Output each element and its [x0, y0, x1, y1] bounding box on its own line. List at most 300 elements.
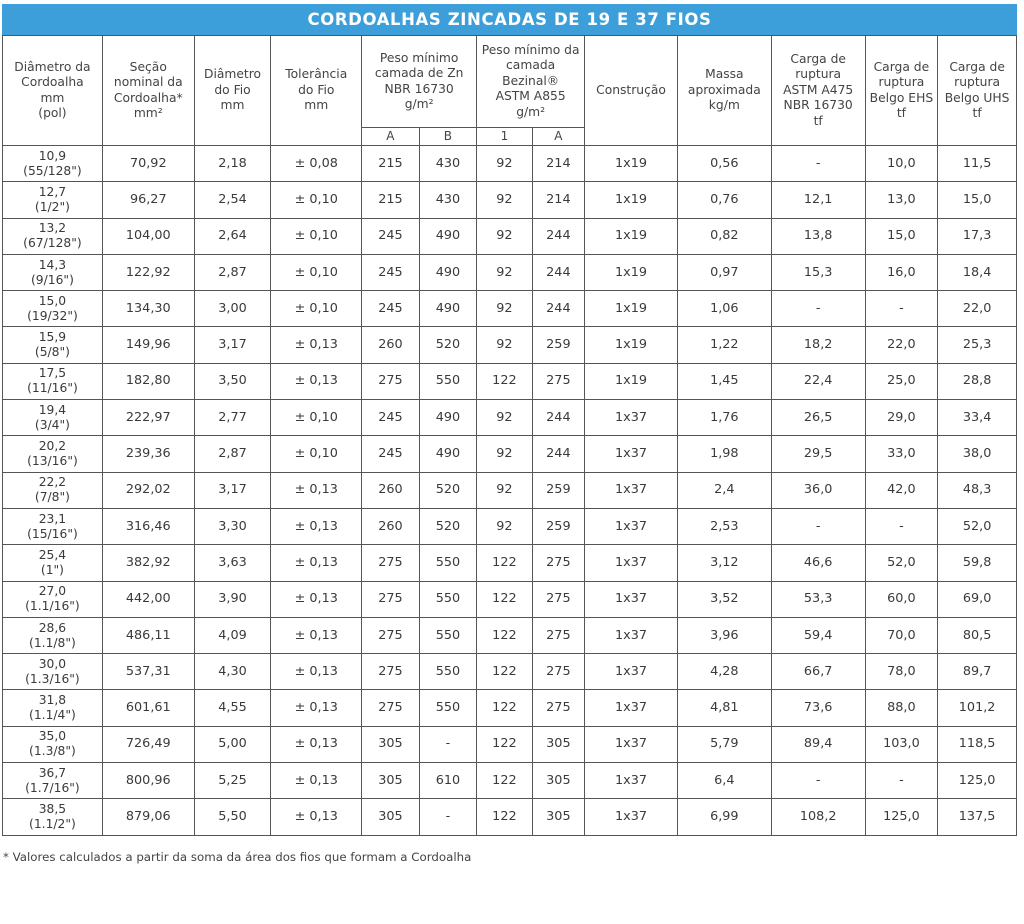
header-line: Carga de: [790, 52, 846, 67]
cell-tolerancia: ± 0,13: [271, 726, 362, 762]
diametro-mm: 36,7: [38, 765, 67, 780]
cell-diametro: [3, 726, 103, 762]
diametro-pol: (1.1/4"): [29, 708, 76, 723]
cell-bezinal-a: 275: [532, 690, 584, 726]
cell-zn-b: 550: [419, 690, 477, 726]
cell-diametro: [3, 146, 103, 182]
cell-zn-b: 550: [419, 545, 477, 581]
cell-bezinal-1: 122: [477, 799, 532, 835]
cell-bezinal-1: 92: [477, 508, 532, 544]
cell-massa: 0,76: [677, 182, 771, 218]
spec-table: [2, 35, 1017, 836]
cell-diametro: [3, 472, 103, 508]
diametro-mm: 28,6: [38, 620, 67, 635]
cell-diametro-fio: 3,50: [194, 363, 271, 399]
cell-zn-b: 550: [419, 654, 477, 690]
cell-carga-uhs: 11,5: [938, 146, 1017, 182]
header-carga-astm: [771, 36, 865, 146]
cell-diametro: [3, 690, 103, 726]
cell-massa: 1,98: [677, 436, 771, 472]
diametro-mm: 22,2: [38, 475, 67, 490]
diametro-pol: (1.3/8"): [29, 744, 76, 759]
cell-zn-b: 430: [419, 182, 477, 218]
cell-secao: 879,06: [102, 799, 194, 835]
header-peso-bezinal: [477, 36, 585, 128]
cell-carga-ehs: 88,0: [865, 690, 938, 726]
cell-zn-a: 245: [362, 254, 420, 290]
cell-bezinal-1: 122: [477, 363, 532, 399]
header-line: Seção: [129, 59, 167, 74]
cell-zn-a: 305: [362, 763, 420, 799]
cell-diametro-fio: 3,63: [194, 545, 271, 581]
cell-carga-uhs: 118,5: [938, 726, 1017, 762]
table-row: [3, 581, 1017, 617]
cell-zn-a: 260: [362, 472, 420, 508]
cell-diametro: [3, 363, 103, 399]
cell-carga-ehs: 60,0: [865, 581, 938, 617]
diametro-mm: 12,7: [38, 184, 67, 199]
cell-construcao: 1x19: [585, 182, 678, 218]
cell-zn-b: 610: [419, 763, 477, 799]
table-row: [3, 726, 1017, 762]
cell-diametro: [3, 654, 103, 690]
cell-diametro: [3, 617, 103, 653]
diametro-pol: (67/128"): [23, 236, 82, 251]
cell-carga-uhs: 17,3: [938, 218, 1017, 254]
table-row: [3, 363, 1017, 399]
diametro-pol: (3/4"): [34, 417, 70, 432]
header-line: g/m²: [516, 104, 546, 119]
cell-bezinal-1: 122: [477, 690, 532, 726]
cell-massa: 5,79: [677, 726, 771, 762]
header-line: g/m²: [404, 96, 434, 111]
cell-carga-ehs: 29,0: [865, 400, 938, 436]
header-line: Carga de: [873, 59, 930, 74]
header-line: tf: [813, 113, 823, 128]
diametro-pol: (13/16"): [27, 454, 78, 469]
header-line: Belgo EHS: [869, 90, 934, 105]
cell-secao: 442,00: [102, 581, 194, 617]
cell-carga-uhs: 28,8: [938, 363, 1017, 399]
diametro-mm: 38,5: [38, 801, 67, 816]
cell-carga-astm: -: [771, 146, 865, 182]
table-row: [3, 690, 1017, 726]
header-line: Cordoalha: [21, 75, 84, 90]
cell-carga-astm: -: [771, 291, 865, 327]
cell-zn-a: 215: [362, 146, 420, 182]
cell-massa: 2,53: [677, 508, 771, 544]
diametro-mm: 25,4: [38, 547, 67, 562]
cell-zn-a: 245: [362, 400, 420, 436]
cell-diametro: [3, 218, 103, 254]
cell-tolerancia: ± 0,10: [271, 400, 362, 436]
header-diametro: [3, 36, 103, 146]
cell-diametro-fio: 3,17: [194, 472, 271, 508]
cell-bezinal-1: 122: [477, 763, 532, 799]
diametro-mm: 14,3: [38, 257, 67, 272]
cell-construcao: 1x19: [585, 218, 678, 254]
cell-carga-ehs: 70,0: [865, 617, 938, 653]
cell-massa: 3,52: [677, 581, 771, 617]
cell-construcao: 1x19: [585, 146, 678, 182]
cell-secao: 726,49: [102, 726, 194, 762]
header-carga-ehs: [865, 36, 938, 146]
header-line: ASTM A475: [783, 82, 854, 97]
cell-bezinal-a: 305: [532, 799, 584, 835]
cell-bezinal-1: 92: [477, 254, 532, 290]
diametro-mm: 17,5: [38, 366, 67, 381]
diametro-mm: 10,9: [38, 148, 67, 163]
cell-secao: 104,00: [102, 218, 194, 254]
diametro-pol: (9/16"): [31, 272, 74, 287]
cell-massa: 1,45: [677, 363, 771, 399]
header-line: ruptura: [795, 67, 842, 82]
cell-construcao: 1x19: [585, 327, 678, 363]
header-line: Carga de: [949, 59, 1005, 74]
cell-zn-a: 245: [362, 291, 420, 327]
cell-diametro: [3, 545, 103, 581]
diametro-pol: (19/32"): [27, 308, 78, 323]
diametro-mm: 20,2: [38, 439, 67, 454]
diametro-pol: (55/128"): [23, 163, 82, 178]
cell-diametro-fio: 5,25: [194, 763, 271, 799]
cell-bezinal-a: 275: [532, 654, 584, 690]
cell-zn-b: 430: [419, 146, 477, 182]
cell-diametro-fio: 5,00: [194, 726, 271, 762]
cell-diametro-fio: 2,87: [194, 436, 271, 472]
diametro-mm: 35,0: [38, 729, 67, 744]
cell-zn-a: 260: [362, 508, 420, 544]
cell-bezinal-a: 214: [532, 146, 584, 182]
cell-zn-b: 490: [419, 436, 477, 472]
header-line: Diâmetro: [203, 67, 262, 82]
cell-carga-astm: 18,2: [771, 327, 865, 363]
header-line: do Fio: [298, 82, 335, 97]
cell-tolerancia: ± 0,13: [271, 799, 362, 835]
cell-diametro-fio: 5,50: [194, 799, 271, 835]
cell-carga-uhs: 101,2: [938, 690, 1017, 726]
cell-carga-ehs: 16,0: [865, 254, 938, 290]
table-row: [3, 436, 1017, 472]
cell-tolerancia: ± 0,10: [271, 182, 362, 218]
cell-carga-uhs: 22,0: [938, 291, 1017, 327]
cell-carga-ehs: -: [865, 763, 938, 799]
table-body: [3, 146, 1017, 836]
table-row: [3, 182, 1017, 218]
table-row: [3, 472, 1017, 508]
cell-diametro-fio: 3,30: [194, 508, 271, 544]
cell-massa: 0,97: [677, 254, 771, 290]
cell-diametro: [3, 799, 103, 835]
header-line: Peso mínimo: [379, 50, 459, 65]
cell-construcao: 1x37: [585, 436, 678, 472]
header-line: ruptura: [878, 75, 925, 90]
cell-bezinal-a: 244: [532, 400, 584, 436]
cell-carga-ehs: 25,0: [865, 363, 938, 399]
cell-construcao: 1x37: [585, 726, 678, 762]
cell-construcao: 1x37: [585, 763, 678, 799]
cell-bezinal-a: 244: [532, 291, 584, 327]
cell-carga-astm: -: [771, 508, 865, 544]
cell-carga-ehs: 78,0: [865, 654, 938, 690]
cell-zn-b: -: [419, 799, 477, 835]
cell-tolerancia: ± 0,13: [271, 654, 362, 690]
cell-zn-b: 520: [419, 508, 477, 544]
cell-construcao: 1x37: [585, 508, 678, 544]
cell-carga-uhs: 137,5: [938, 799, 1017, 835]
cell-carga-uhs: 89,7: [938, 654, 1017, 690]
diametro-pol: (1.3/16"): [25, 671, 80, 686]
table-row: [3, 545, 1017, 581]
cell-zn-a: 260: [362, 327, 420, 363]
cell-bezinal-a: 244: [532, 436, 584, 472]
diametro-mm: 15,0: [38, 293, 67, 308]
cell-diametro: [3, 400, 103, 436]
header-peso-zn: [362, 36, 477, 128]
cell-massa: 1,76: [677, 400, 771, 436]
cell-diametro-fio: 4,30: [194, 654, 271, 690]
cell-diametro-fio: 3,90: [194, 581, 271, 617]
cell-bezinal-a: 305: [532, 726, 584, 762]
cell-bezinal-a: 244: [532, 254, 584, 290]
cell-bezinal-a: 275: [532, 617, 584, 653]
cell-bezinal-1: 92: [477, 436, 532, 472]
cell-zn-b: 550: [419, 363, 477, 399]
cell-zn-a: 275: [362, 363, 420, 399]
cell-diametro: [3, 327, 103, 363]
cell-bezinal-a: 214: [532, 182, 584, 218]
header-line: Diâmetro da: [14, 59, 91, 74]
cell-secao: 122,92: [102, 254, 194, 290]
cell-zn-a: 305: [362, 799, 420, 835]
cell-bezinal-1: 122: [477, 545, 532, 581]
cell-construcao: 1x37: [585, 545, 678, 581]
cell-zn-b: 490: [419, 254, 477, 290]
footnote: * Valores calculados a partir da soma da área dos fios que formam a Cordoalha: [3, 850, 472, 864]
cell-bezinal-a: 259: [532, 327, 584, 363]
cell-secao: 316,46: [102, 508, 194, 544]
header-line: kg/m: [708, 98, 740, 113]
cell-bezinal-a: 305: [532, 763, 584, 799]
subheader-zn-a: A: [362, 128, 420, 146]
cell-secao: 601,61: [102, 690, 194, 726]
header-line: camada Bezinal®: [502, 58, 560, 88]
cell-massa: 2,4: [677, 472, 771, 508]
diametro-mm: 27,0: [38, 584, 67, 599]
cell-secao: 70,92: [102, 146, 194, 182]
cell-construcao: 1x37: [585, 654, 678, 690]
header-line: mm: [40, 90, 65, 105]
header-massa: [677, 36, 771, 146]
cell-secao: 149,96: [102, 327, 194, 363]
cell-diametro: [3, 436, 103, 472]
diametro-pol: (15/16"): [27, 526, 78, 541]
cell-diametro: [3, 291, 103, 327]
header-line: mm: [304, 98, 329, 113]
cell-diametro-fio: 3,17: [194, 327, 271, 363]
header-line: ruptura: [954, 75, 1001, 90]
cell-diametro-fio: 4,55: [194, 690, 271, 726]
cell-zn-a: 275: [362, 617, 420, 653]
cell-bezinal-1: 92: [477, 327, 532, 363]
cell-carga-astm: 12,1: [771, 182, 865, 218]
diametro-mm: 19,4: [38, 402, 67, 417]
cell-diametro-fio: 4,09: [194, 617, 271, 653]
cell-secao: 182,80: [102, 363, 194, 399]
table-row: [3, 617, 1017, 653]
table-row: [3, 508, 1017, 544]
cell-diametro-fio: 2,54: [194, 182, 271, 218]
cell-zn-b: 520: [419, 327, 477, 363]
cell-secao: 537,31: [102, 654, 194, 690]
cell-zn-a: 245: [362, 436, 420, 472]
cell-secao: 382,92: [102, 545, 194, 581]
header-diametro-fio: [194, 36, 271, 146]
cell-bezinal-a: 275: [532, 363, 584, 399]
cell-carga-astm: 15,3: [771, 254, 865, 290]
cell-carga-astm: 66,7: [771, 654, 865, 690]
cell-diametro-fio: 2,18: [194, 146, 271, 182]
header-line: Massa: [705, 67, 744, 82]
cell-bezinal-1: 92: [477, 182, 532, 218]
header-line: Construção: [596, 82, 666, 97]
cell-zn-b: 490: [419, 218, 477, 254]
cell-massa: 3,96: [677, 617, 771, 653]
table-row: [3, 254, 1017, 290]
cell-zn-a: 215: [362, 182, 420, 218]
cell-diametro: [3, 182, 103, 218]
cell-bezinal-1: 92: [477, 400, 532, 436]
cell-carga-ehs: 52,0: [865, 545, 938, 581]
header-carga-uhs: [938, 36, 1017, 146]
cell-bezinal-a: 244: [532, 218, 584, 254]
cell-tolerancia: ± 0,13: [271, 472, 362, 508]
cell-bezinal-1: 122: [477, 581, 532, 617]
header-line: NBR 16730: [783, 98, 853, 113]
header-construcao: [585, 36, 678, 146]
cell-tolerancia: ± 0,13: [271, 763, 362, 799]
cell-carga-ehs: 125,0: [865, 799, 938, 835]
cell-bezinal-1: 122: [477, 654, 532, 690]
cell-carga-astm: 108,2: [771, 799, 865, 835]
cell-carga-ehs: 15,0: [865, 218, 938, 254]
cell-massa: 6,4: [677, 763, 771, 799]
cell-carga-ehs: 103,0: [865, 726, 938, 762]
cell-secao: 96,27: [102, 182, 194, 218]
cell-secao: 134,30: [102, 291, 194, 327]
cell-carga-uhs: 125,0: [938, 763, 1017, 799]
cell-construcao: 1x19: [585, 254, 678, 290]
cell-carga-uhs: 15,0: [938, 182, 1017, 218]
cell-secao: 222,97: [102, 400, 194, 436]
cell-tolerancia: ± 0,13: [271, 327, 362, 363]
cell-carga-ehs: 22,0: [865, 327, 938, 363]
cell-diametro-fio: 2,87: [194, 254, 271, 290]
table-row: [3, 327, 1017, 363]
header-line: Tolerância: [285, 67, 348, 82]
table-title: CORDOALHAS ZINCADAS DE 19 E 37 FIOS: [2, 4, 1017, 35]
cell-bezinal-1: 92: [477, 472, 532, 508]
cell-construcao: 1x37: [585, 472, 678, 508]
cell-bezinal-a: 275: [532, 581, 584, 617]
cell-tolerancia: ± 0,10: [271, 218, 362, 254]
cell-massa: 0,56: [677, 146, 771, 182]
diametro-mm: 13,2: [38, 221, 67, 236]
cell-massa: 1,06: [677, 291, 771, 327]
cell-secao: 800,96: [102, 763, 194, 799]
cell-carga-ehs: 13,0: [865, 182, 938, 218]
cell-secao: 239,36: [102, 436, 194, 472]
diametro-pol: (5/8"): [34, 345, 70, 360]
diametro-mm: 31,8: [38, 693, 67, 708]
diametro-pol: (11/16"): [27, 381, 78, 396]
cell-diametro: [3, 763, 103, 799]
cell-massa: 1,22: [677, 327, 771, 363]
header-line: tf: [972, 105, 982, 120]
cell-diametro-fio: 2,64: [194, 218, 271, 254]
cell-bezinal-1: 92: [477, 146, 532, 182]
subheader-zn-b: B: [419, 128, 477, 146]
header-line: nominal da: [113, 75, 183, 90]
cell-massa: 3,12: [677, 545, 771, 581]
diametro-pol: (1.1/8"): [29, 635, 76, 650]
cell-construcao: 1x19: [585, 291, 678, 327]
cell-tolerancia: ± 0,13: [271, 581, 362, 617]
subheader-bezinal-a: A: [532, 128, 584, 146]
cell-zn-a: 275: [362, 654, 420, 690]
diametro-pol: (1.1/16"): [25, 599, 80, 614]
header-line: (pol): [38, 105, 67, 120]
cell-diametro: [3, 254, 103, 290]
header-line: mm²: [133, 105, 163, 120]
diametro-pol: (1/2"): [34, 199, 70, 214]
cell-carga-uhs: 18,4: [938, 254, 1017, 290]
table-row: [3, 799, 1017, 835]
cell-carga-uhs: 38,0: [938, 436, 1017, 472]
cell-bezinal-a: 275: [532, 545, 584, 581]
diametro-pol: (1.1/2"): [29, 816, 76, 831]
cell-carga-ehs: 10,0: [865, 146, 938, 182]
cell-carga-ehs: 33,0: [865, 436, 938, 472]
cell-construcao: 1x37: [585, 617, 678, 653]
cell-tolerancia: ± 0,10: [271, 254, 362, 290]
cell-secao: 486,11: [102, 617, 194, 653]
cell-construcao: 1x37: [585, 799, 678, 835]
table-row: [3, 146, 1017, 182]
cell-zn-a: 305: [362, 726, 420, 762]
cell-massa: 4,28: [677, 654, 771, 690]
subheader-bezinal-1: 1: [477, 128, 532, 146]
table-row: [3, 400, 1017, 436]
cell-carga-ehs: -: [865, 291, 938, 327]
cell-zn-b: -: [419, 726, 477, 762]
cell-construcao: 1x37: [585, 400, 678, 436]
cell-construcao: 1x37: [585, 690, 678, 726]
diametro-mm: 30,0: [38, 656, 67, 671]
cell-zn-b: 490: [419, 291, 477, 327]
cell-diametro-fio: 3,00: [194, 291, 271, 327]
cell-carga-uhs: 80,5: [938, 617, 1017, 653]
cell-carga-astm: 26,5: [771, 400, 865, 436]
cell-carga-uhs: 52,0: [938, 508, 1017, 544]
cell-zn-a: 245: [362, 218, 420, 254]
cell-bezinal-1: 92: [477, 291, 532, 327]
diametro-pol: (1"): [40, 562, 64, 577]
cell-carga-astm: -: [771, 763, 865, 799]
table-row: [3, 218, 1017, 254]
diametro-pol: (1.7/16"): [25, 780, 80, 795]
cell-diametro-fio: 2,77: [194, 400, 271, 436]
